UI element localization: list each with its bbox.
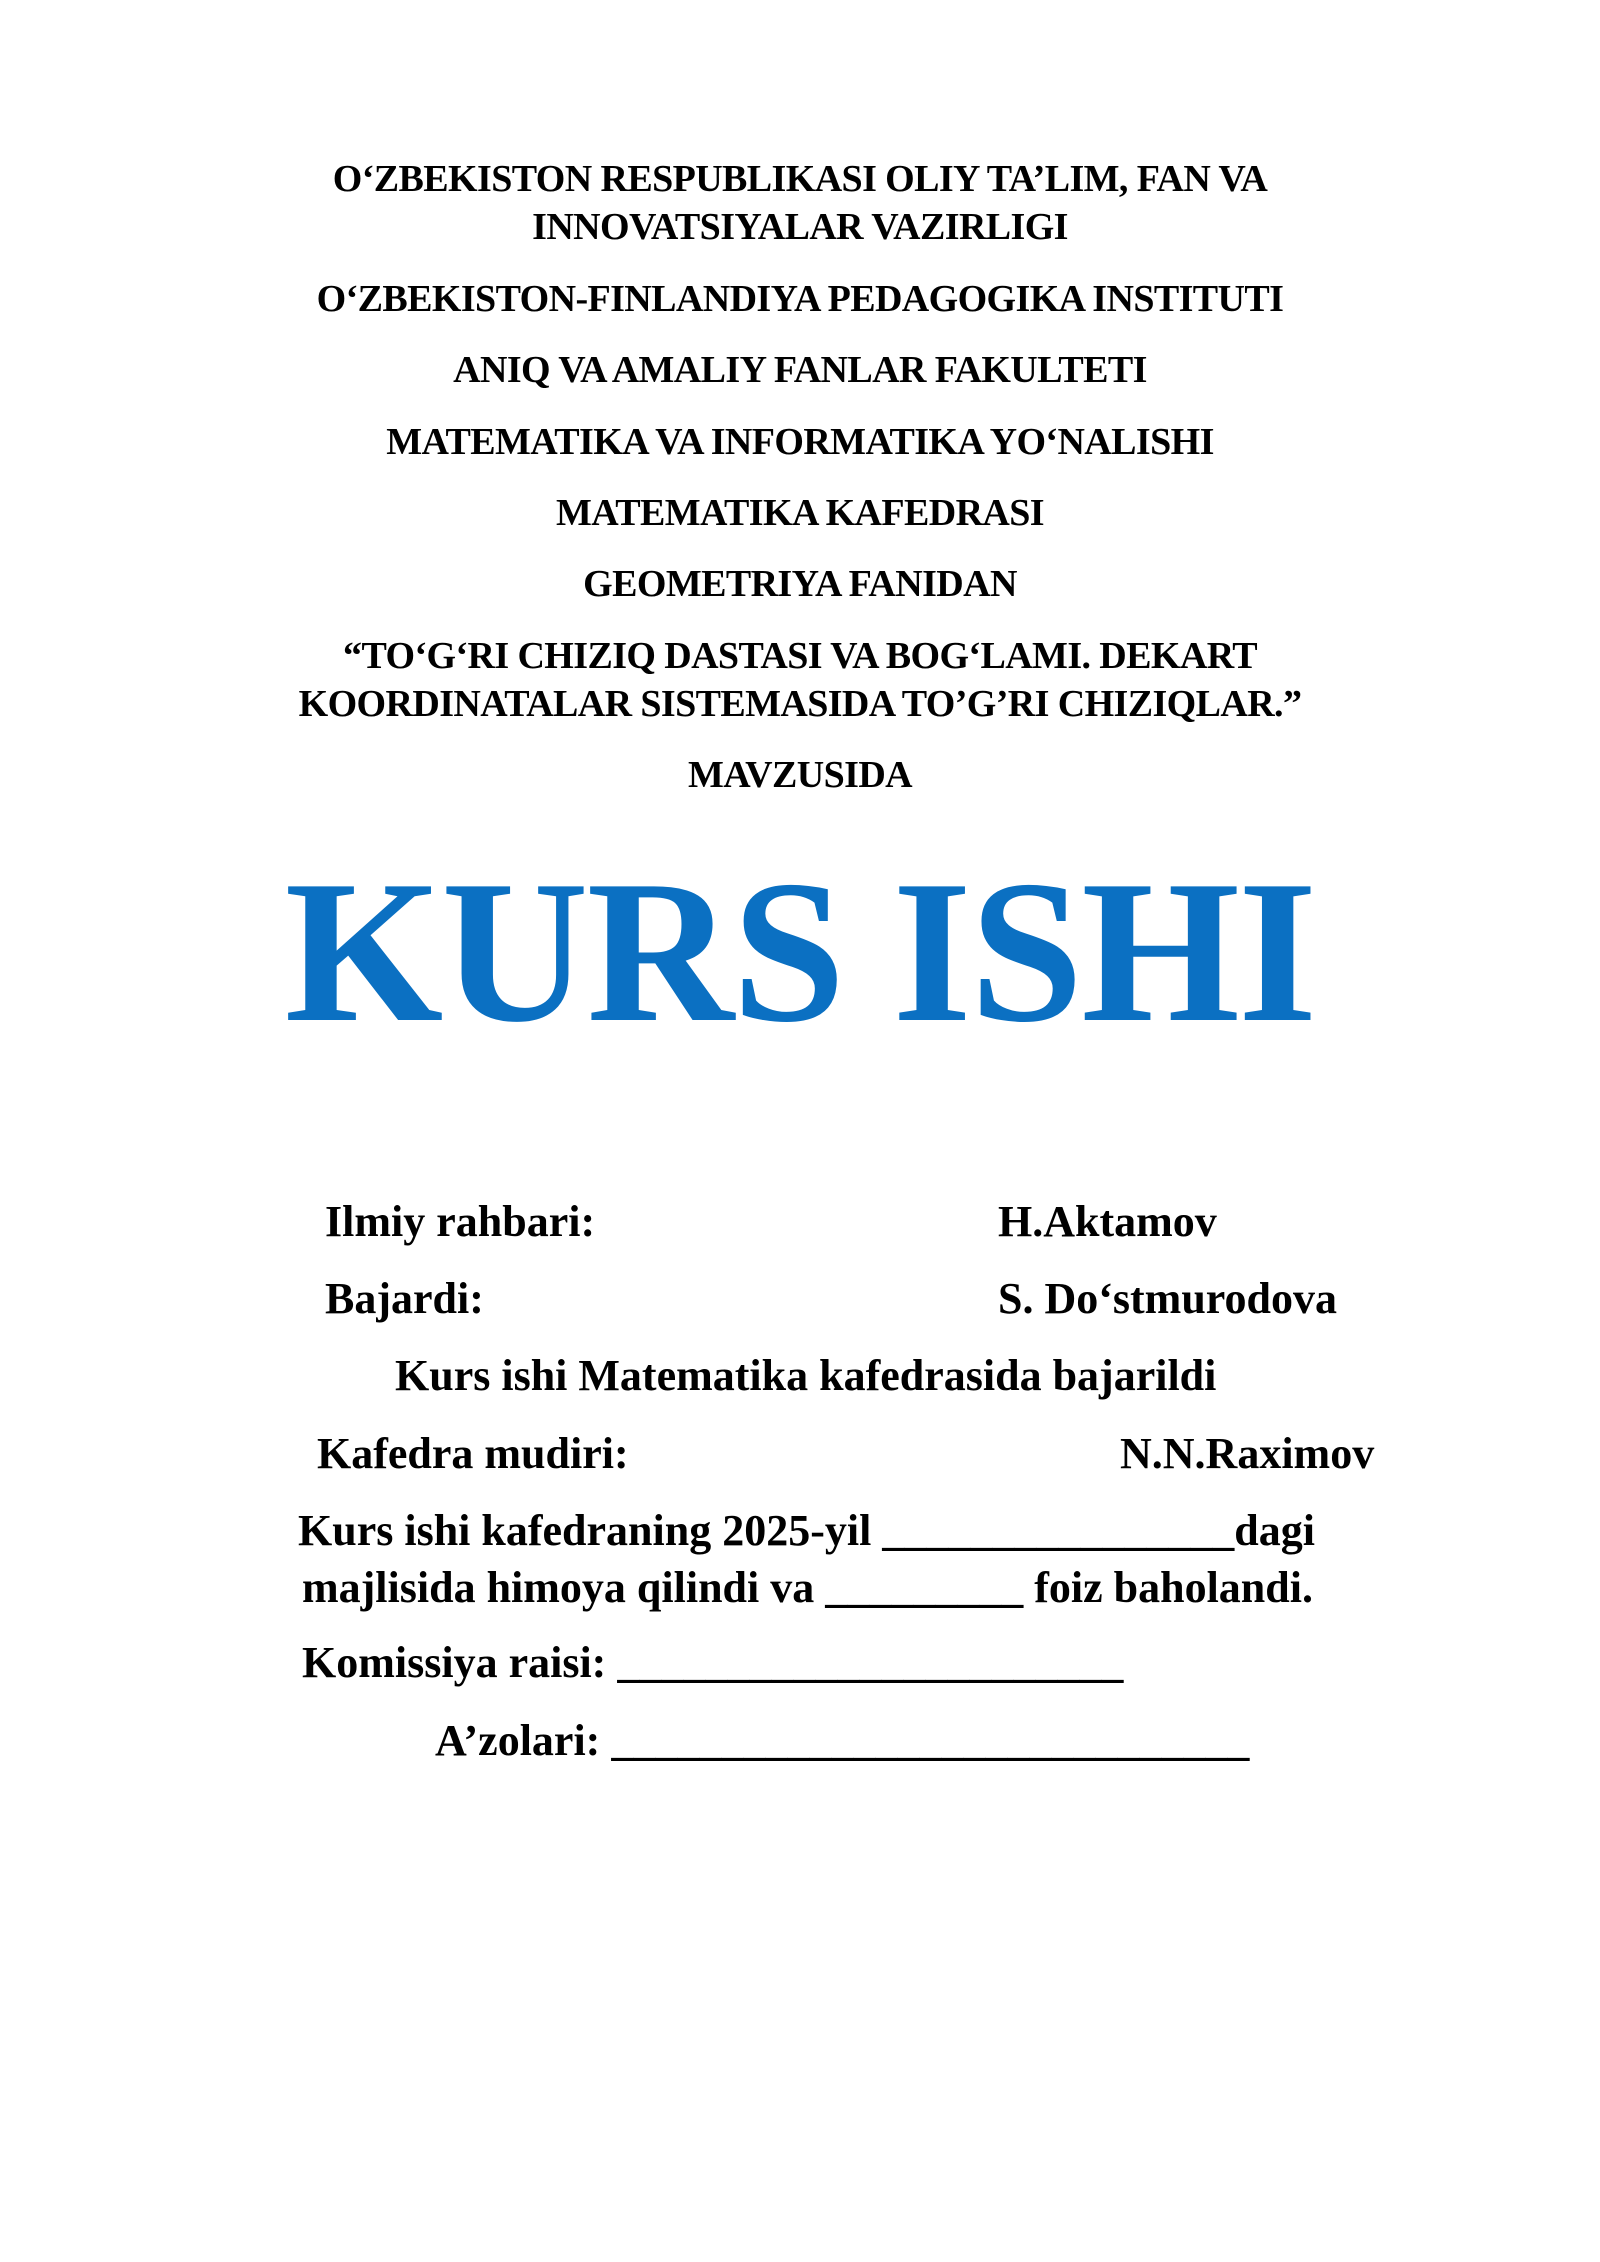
department-name: MATEMATIKA KAFEDRASI xyxy=(555,492,1044,534)
document-title: KURS ISHI xyxy=(284,839,1316,1065)
members-line: A’zolari: _____________________________ xyxy=(435,1716,1250,1765)
head-label: Kafedra mudiri: xyxy=(317,1429,629,1478)
supervisor-name: H.Aktamov xyxy=(998,1197,1217,1246)
ministry-line-2: INNOVATSIYALAR VAZIRLIGI xyxy=(532,206,1068,248)
faculty-name: ANIQ VA AMALIY FANLAR FAKULTETI xyxy=(453,349,1147,391)
ministry-line-1: O‘ZBEKISTON RESPUBLIKASI OLIY TA’LIM, FAN VA xyxy=(332,158,1268,200)
performer-name: S. Do‘stmurodova xyxy=(998,1274,1338,1323)
direction-name: MATEMATIKA VA INFORMATIKA YO‘NALISHI xyxy=(386,421,1214,463)
topic-line-1: “TO‘G‘RI CHIZIQ DASTASI VA BOG‘LAMI. DEKART xyxy=(343,635,1257,677)
topic-line-2: KOORDINATALAR SISTEMASIDA TO’G’RI CHIZIQLAR.” xyxy=(298,683,1302,725)
institute-name: O‘ZBEKISTON-FINLANDIYA PEDAGOGIKA INSTITUTI xyxy=(316,278,1284,320)
topic-suffix: MAVZUSIDA xyxy=(687,754,913,796)
head-name: N.N.Raximov xyxy=(1120,1429,1375,1478)
commission-chair-line: Komissiya raisi: _______________________ xyxy=(302,1638,1124,1687)
subject-name: GEOMETRIYA FANIDAN xyxy=(583,563,1017,605)
defense-line-2: majlisida himoya qilindi va _________ foiz baholandi. xyxy=(302,1563,1313,1612)
supervisor-label: Ilmiy rahbari: xyxy=(325,1197,596,1246)
defense-line-1: Kurs ishi kafedraning 2025-yil ________________dagi xyxy=(298,1506,1316,1555)
performer-label: Bajardi: xyxy=(325,1274,484,1323)
completed-statement: Kurs ishi Matematika kafedrasida bajarildi xyxy=(395,1351,1217,1400)
